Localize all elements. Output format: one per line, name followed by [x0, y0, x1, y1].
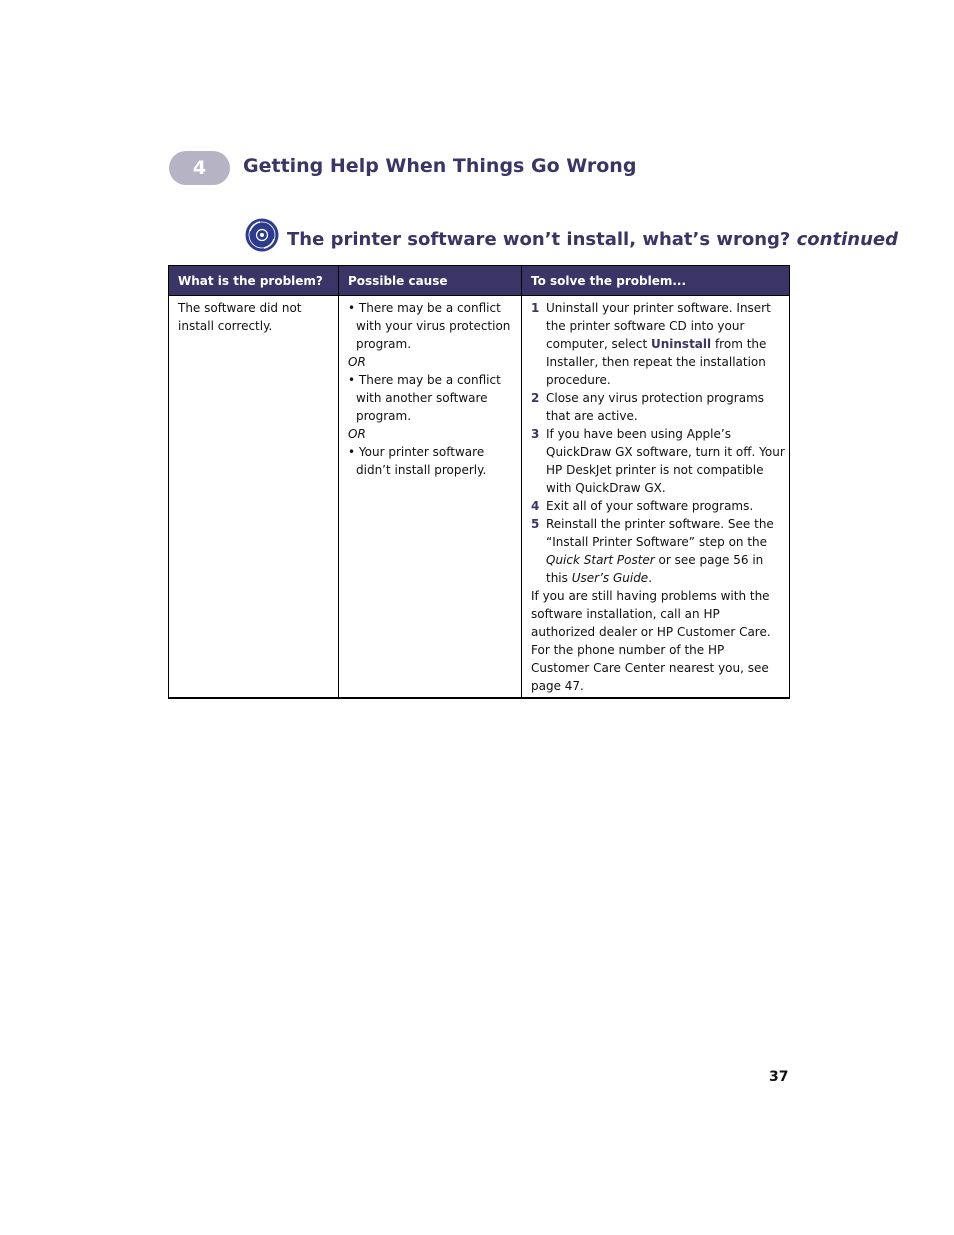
section-title-text: The printer software won’t install, what’s wrong? — [287, 229, 791, 250]
page-number: 37 — [769, 1069, 789, 1085]
step-text: Close any virus protection programs that are active. — [546, 391, 765, 423]
step-number: 5 — [531, 517, 540, 531]
step-number: 4 — [531, 499, 540, 513]
step-number: 1 — [531, 301, 540, 315]
step-text: Reinstall the printer software. See the “Install Printer Software” step on the — [546, 517, 774, 549]
step-text: or see page 56 in this — [546, 553, 764, 585]
cause-text: Your printer software didn’t install properly. — [356, 445, 487, 477]
footer-note: If you are still having problems with the software installation, call an HP authorized dealer or HP Customer Care. For the phone number of the HP Customer Care Center nearest you, see page 47. — [531, 589, 771, 693]
cause-item — [348, 299, 517, 353]
step-text: Uninstall your printer software. Insert the printer software CD into your computer, select — [546, 301, 771, 351]
solution-steps — [531, 299, 785, 587]
cause-cell — [339, 296, 522, 699]
problem-cell — [169, 296, 339, 699]
step-text: from the Installer, then repeat the installation procedure. — [546, 337, 767, 387]
bullet-mark: • — [348, 445, 356, 459]
continued-label: continued — [796, 229, 898, 250]
chapter-title: Getting Help When Things Go Wrong — [243, 155, 637, 177]
step-text: Exit all of your software programs. — [546, 499, 754, 513]
bullet-mark: • — [348, 301, 356, 315]
header-solution: To solve the problem... — [522, 266, 790, 296]
step-number: 2 — [531, 391, 540, 405]
cause-text: There may be a conflict with your virus protection program. — [356, 301, 511, 351]
bullet-mark: • — [348, 373, 356, 387]
solution-step — [531, 497, 785, 515]
step-text: If you have been using Apple’s QuickDraw GX software, turn it off. Your HP DeskJet printer is not compatible with QuickDraw GX. — [546, 427, 785, 495]
cause-item — [348, 371, 517, 425]
troubleshooting-table — [168, 265, 790, 699]
quick-start-poster-title: Quick Start Poster — [546, 553, 655, 567]
section-title — [287, 229, 898, 250]
problem-text: The software did not install correctly. — [178, 301, 302, 333]
users-guide-title: User’s Guide — [571, 571, 649, 585]
or-separator: OR — [348, 427, 366, 441]
solution-step — [531, 425, 785, 497]
header-cause: Possible cause — [339, 266, 522, 296]
step-text: . — [648, 571, 653, 585]
solution-step — [531, 299, 785, 389]
cd-disc-icon — [244, 217, 280, 253]
cause-text: There may be a conflict with another software program. — [356, 373, 501, 423]
table-row — [169, 296, 790, 699]
uninstall-term: Uninstall — [650, 337, 712, 351]
solution-cell — [522, 296, 790, 699]
solution-step — [531, 515, 785, 587]
solution-step — [531, 389, 785, 425]
table-header-row — [169, 266, 790, 296]
chapter-number-badge: 4 — [169, 151, 230, 185]
header-problem: What is the problem? — [169, 266, 339, 296]
cause-item — [348, 443, 517, 479]
step-number: 3 — [531, 427, 540, 441]
or-separator: OR — [348, 355, 366, 369]
